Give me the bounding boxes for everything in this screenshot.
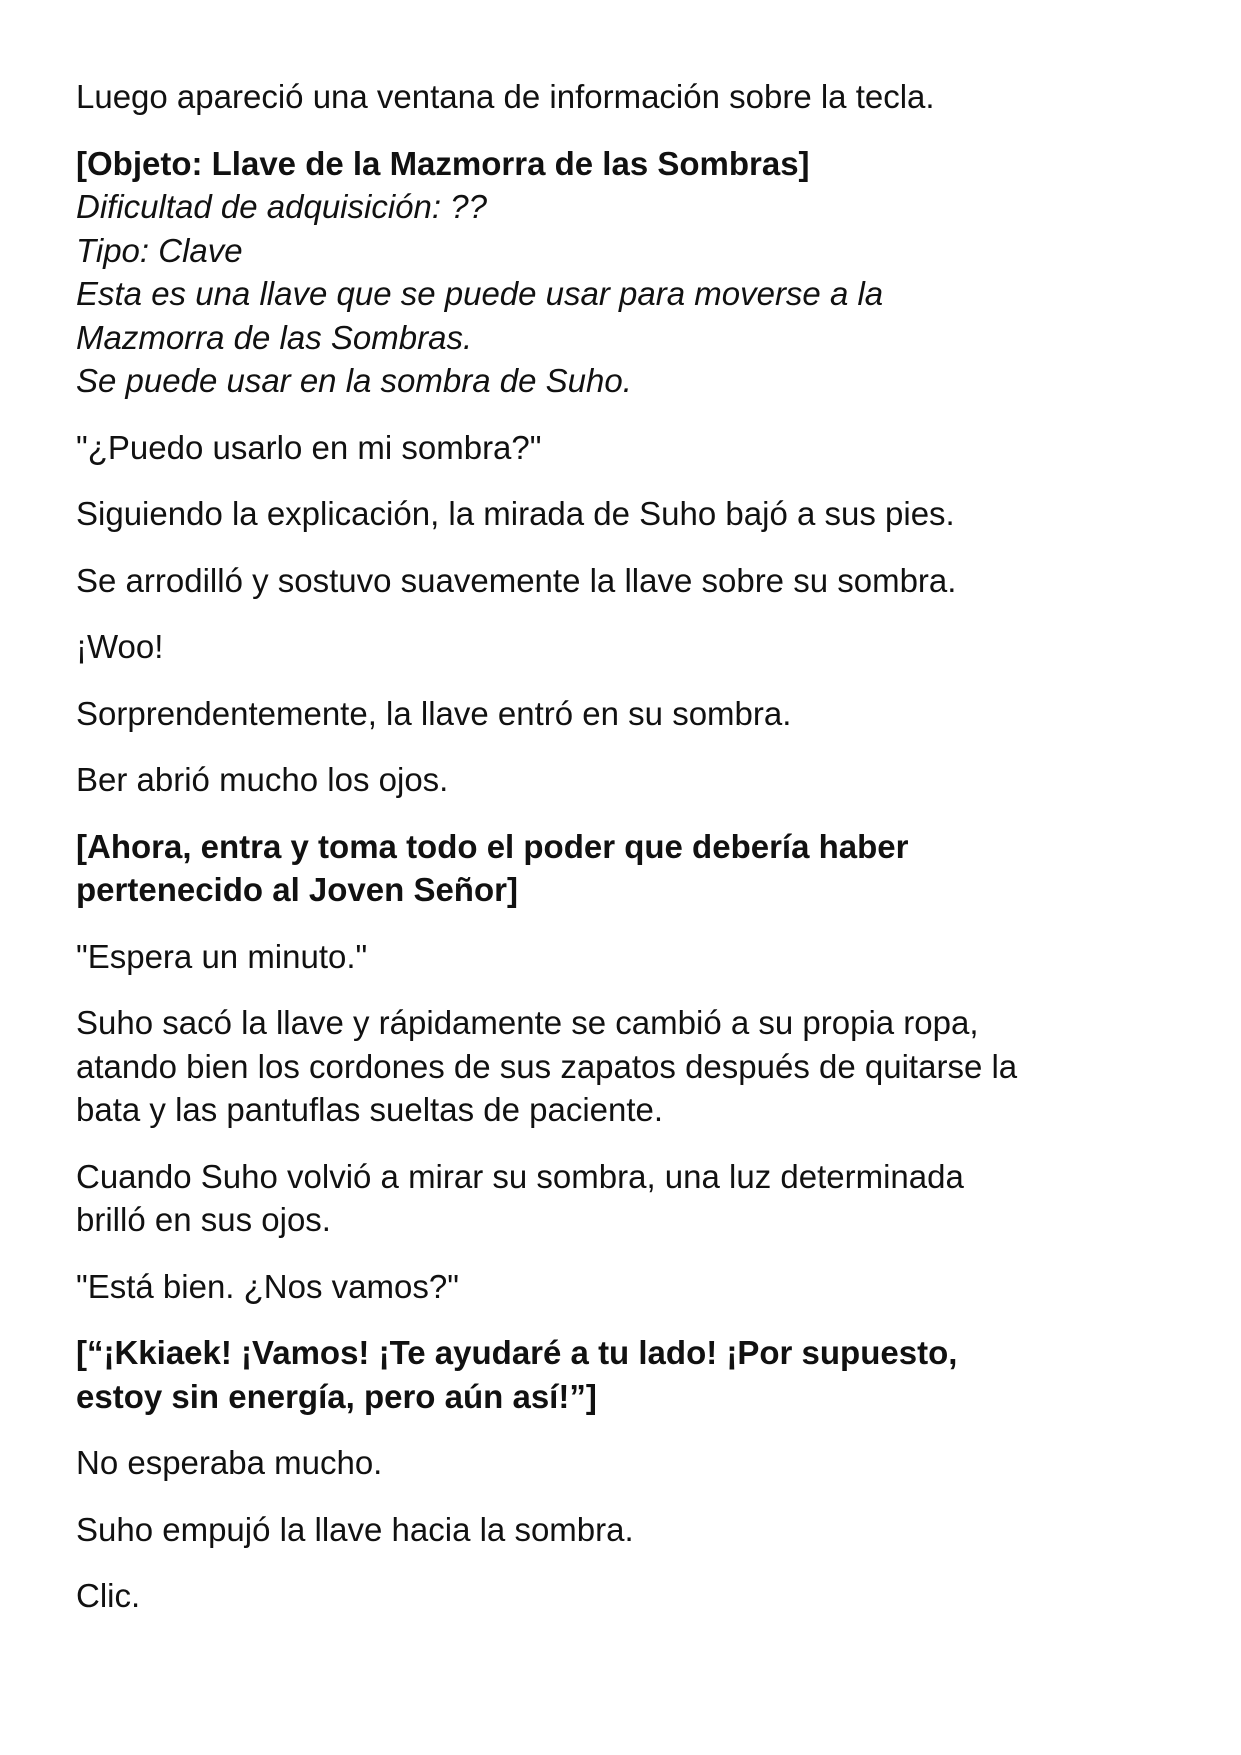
text-line: Mazmorra de las Sombras. — [76, 318, 473, 356]
paragraph — [76, 1155, 1176, 1242]
text-line: Clic. — [76, 1577, 141, 1614]
text-line: atando bien los cordones de sus zapatos después de quitarse la — [76, 1047, 1018, 1085]
text-line: [Objeto: Llave de la Mazmorra de las Sombras] — [76, 144, 810, 182]
text-line: "¿Puedo usarlo en mi sombra?" — [76, 428, 542, 466]
text-line: Siguiendo la explicación, la mirada de Suho bajó a sus pies. — [76, 495, 955, 532]
paragraph — [76, 935, 1176, 979]
text-line: Esta es una llave que se puede usar para moverse a la — [76, 275, 884, 312]
text-line: Suho empujó la llave hacia la sombra. — [76, 1510, 634, 1548]
text-line: Ber abrió mucho los ojos. — [76, 761, 449, 798]
paragraph — [76, 692, 1176, 736]
text-line: Cuando Suho volvió a mirar su sombra, una luz determinada — [76, 1157, 964, 1195]
text-line: estoy sin energía, pero aún así!”] — [76, 1377, 597, 1415]
paragraph — [76, 559, 1176, 603]
paragraph — [76, 1001, 1176, 1132]
text-line: Suho sacó la llave y rápidamente se cambió a su propia ropa, — [76, 1004, 979, 1041]
system-message — [76, 825, 1176, 912]
paragraph — [76, 1265, 1176, 1309]
text-line: No esperaba mucho. — [76, 1444, 383, 1481]
system-message — [76, 1331, 1176, 1418]
text-line: Tipo: Clave — [76, 231, 243, 269]
paragraph — [76, 1508, 1176, 1552]
paragraph — [76, 758, 1176, 802]
text-line: Dificultad de adquisición: ?? — [76, 188, 487, 225]
text-line: "Espera un minuto." — [76, 937, 368, 975]
paragraph — [76, 625, 1176, 669]
paragraph — [76, 426, 1176, 470]
text-line: [Ahora, entra y toma todo el poder que debería haber — [76, 827, 909, 865]
document-page — [76, 75, 1176, 1641]
text-line: Se puede usar en la sombra de Suho. — [76, 362, 632, 399]
paragraph — [76, 75, 1176, 119]
paragraph — [76, 1441, 1176, 1485]
item-info-block — [76, 142, 1176, 403]
text-line: Sorprendentemente, la llave entró en su sombra. — [76, 694, 792, 732]
text-line: Se arrodilló y sostuvo suavemente la llave sobre su sombra. — [76, 561, 957, 599]
text-line: [“¡Kkiaek! ¡Vamos! ¡Te ayudaré a tu lado! ¡Por supuesto, — [76, 1334, 958, 1371]
text-line: "Está bien. ¿Nos vamos?" — [76, 1267, 459, 1305]
paragraph — [76, 1574, 1176, 1618]
text-line: ¡Woo! — [76, 628, 164, 665]
text-line: Luego apareció una ventana de información sobre la tecla. — [76, 78, 935, 115]
paragraph — [76, 492, 1176, 536]
text-line: bata y las pantuflas sueltas de paciente. — [76, 1091, 664, 1128]
text-line: brilló en sus ojos. — [76, 1201, 331, 1238]
text-line: pertenecido al Joven Señor] — [76, 871, 518, 908]
